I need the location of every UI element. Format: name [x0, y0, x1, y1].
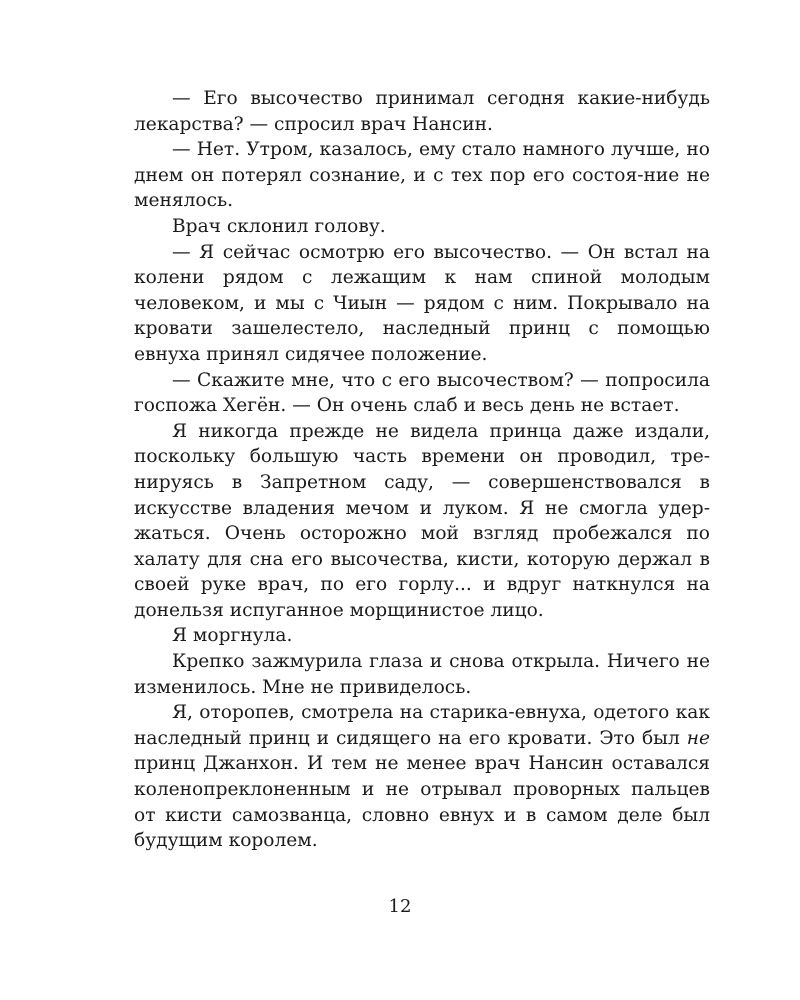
paragraph-4: — Я сейчас осмотрю его высочество. — Он встал на колени рядом с лежащим к нам спиной молодым человеком, и мы с Чиын — рядом с ним. Покрывало на кровати зашелестело, наследный принц с помощью евнуха принял сидячее положение. [134, 241, 710, 365]
paragraph-1: — Его высочество принимал сегодня какие-нибудь лекарства? — спросил врач Нансин. [134, 88, 710, 135]
body-text [134, 86, 710, 854]
paragraph-9-emphasis: не [686, 727, 710, 749]
paragraph-8: Крепко зажмурила глаза и снова открыла. Ничего не изменилось. Мне не привиделось. [134, 651, 710, 698]
paragraph-2: — Нет. Утром, казалось, ему стало намного лучше, но днем он потерял сознание, и с тех пор его состоя-ние не менялось. [134, 139, 710, 212]
paragraph-9-text-start: Я, оторопев, смотрела на старика-евнуха, одетого как наследный принц и сидящего на его кровати. Это был [134, 702, 710, 749]
paragraph-5: — Скажите мне, что с его высочеством? — попросила госпожа Хегён. — Он очень слаб и весь день не встает. [134, 369, 710, 417]
paragraph-3: Врач склонил голову. [172, 215, 386, 237]
paragraph-6: Я никогда прежде не видела принца даже издали, поскольку большую часть времени он проводил, тренируясь в Запретном саду, — совершенствовался в искусстве владения мечом и луком. Я не смогла удержаться. Очень осторожно мой взгляд пробежался по халату для сна его высочества, кисти, которую держал в своей руке врач, по его горлу... и вдруг наткнулся на донельзя испуганное морщинистое лицо. [134, 420, 710, 621]
paragraph-7: Я моргнула. [172, 625, 293, 647]
page-number: 12 [388, 896, 412, 917]
paragraph-9 [134, 700, 710, 854]
paragraph-9-text-end: принц Джанхон. И тем не менее врач Нансин оставался коленопреклоненным и не отрывал проворных пальцев от кисти самозванца, словно евнух и в самом деле был будущим королем. [134, 753, 710, 852]
